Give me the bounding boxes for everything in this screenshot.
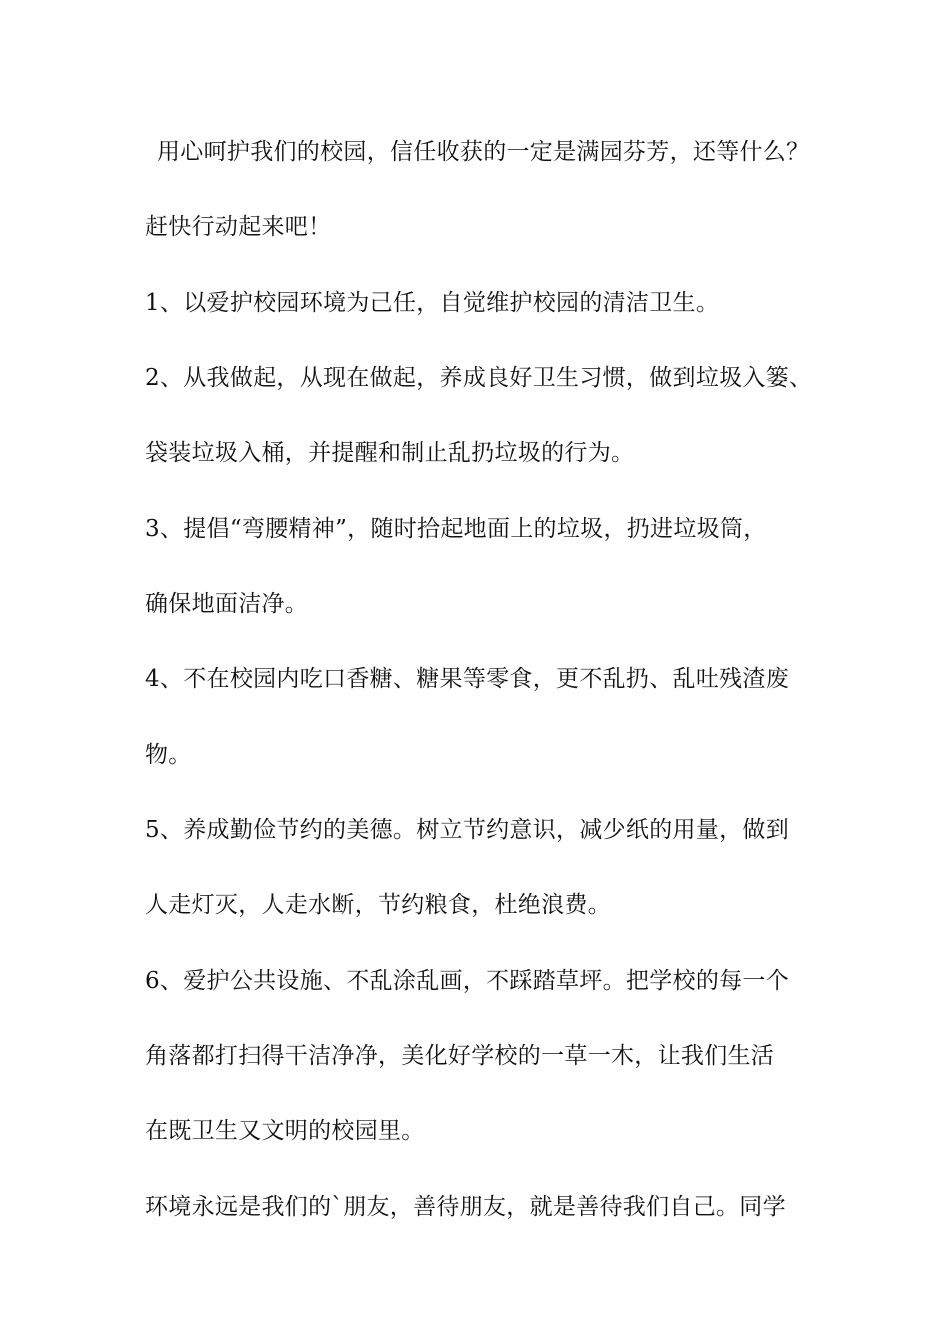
text-line-12: 6、爱护公共设施、不乱涂乱画，不踩踏草坪。把学校的每一个 — [145, 968, 790, 994]
text-line-11: 人走灯灭，人走水断，节约粮食，杜绝浪费。 — [145, 892, 611, 918]
text-line-14: 在既卫生又文明的校园里。 — [145, 1118, 425, 1144]
text-line-3: 1、以爱护校园环境为己任，自觉维护校园的清洁卫生。 — [145, 290, 720, 316]
text-line-9: 物。 — [145, 742, 192, 768]
text-line-2: 赶快行动起来吧！ — [145, 214, 332, 240]
text-line-13: 角落都打扫得干洁净净，美化好学校的一草一木，让我们生活 — [145, 1043, 775, 1069]
text-line-6: 3、提倡“弯腰精神”，随时拾起地面上的垃圾，扔进垃圾筒， — [145, 516, 767, 542]
text-line-1: 用心呵护我们的校园，信任收获的一定是满园芬芳，还等什么？ — [157, 139, 810, 165]
text-line-7: 确保地面洁净。 — [145, 591, 309, 617]
text-line-5: 袋装垃圾入桶，并提醒和制止乱扔垃圾的行为。 — [145, 440, 635, 466]
text-line-4: 2、从我做起，从现在做起，养成良好卫生习惯，做到垃圾入篓、 — [145, 365, 813, 391]
text-line-10: 5、养成勤俭节约的美德。树立节约意识，减少纸的用量，做到 — [145, 817, 790, 843]
text-line-8: 4、不在校园内吃口香糖、糖果等零食，更不乱扔、乱吐残渣废 — [145, 666, 790, 692]
text-line-15: 环境永远是我们的`朋友，善待朋友，就是善待我们自己。同学 — [145, 1194, 786, 1220]
